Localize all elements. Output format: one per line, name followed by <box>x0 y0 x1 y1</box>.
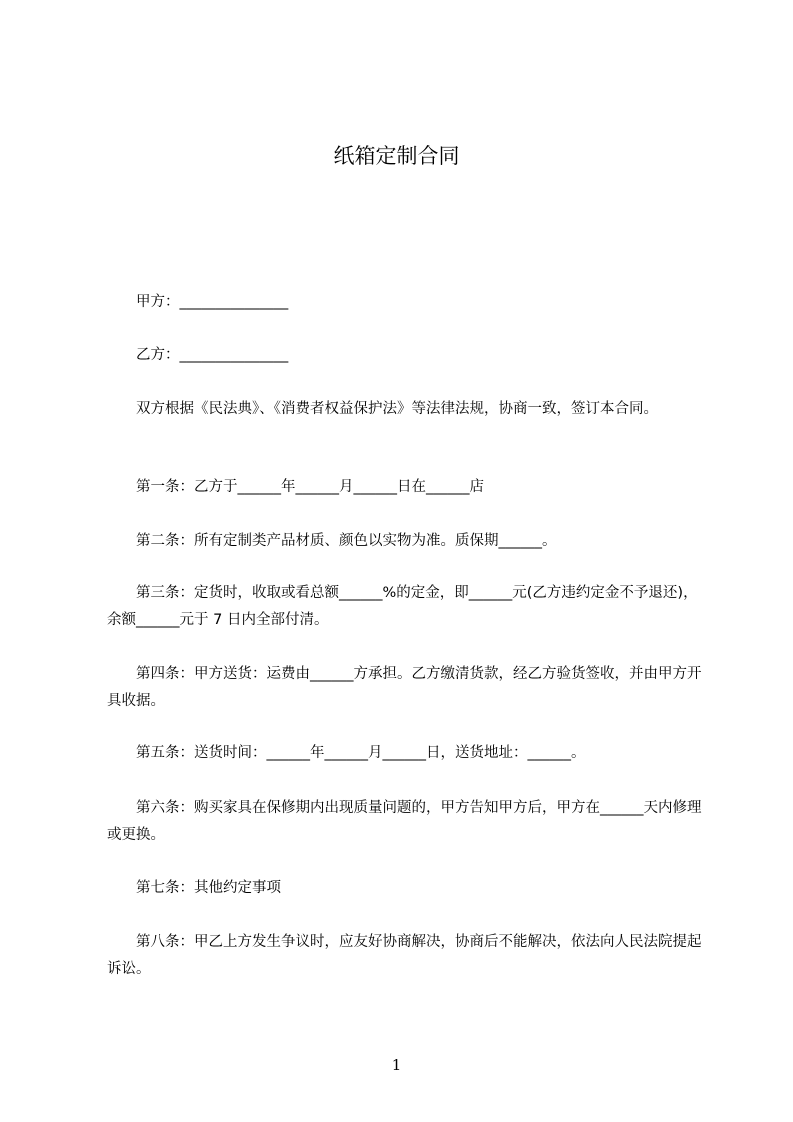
article-2: 第二条：所有定制类产品材质、颜色以实物为准。质保期______。 <box>136 533 557 549</box>
page-number: 1 <box>391 1056 402 1074</box>
document-title: 纸箱定制合同 <box>333 144 460 168</box>
article-3: 第三条：定货时，收取或看总额______%的定金，即______元(乙方违约定金不予退还)，余额______元于 7 日内全部付清。 <box>107 585 698 628</box>
intro-paragraph: 双方根据《民法典》、《消费者权益保护法》等法律法规，协商一致，签订本合同。 <box>136 401 658 417</box>
article-4: 第四条：甲方送货：运费由______方承担。乙方缴清货款，经乙方验货签收，并由甲方开具收据。 <box>107 666 702 709</box>
article-1: 第一条：乙方于______年______月______日在______店 <box>136 479 484 495</box>
party-a-line: 甲方：_______________ <box>136 294 289 310</box>
party-b-line: 乙方：_______________ <box>136 347 289 363</box>
article-8: 第八条：甲乙上方发生争议时，应友好协商解决，协商后不能解决，依法向人民法院提起诉讼。 <box>107 934 702 977</box>
article-6: 第六条：购买家具在保修期内出现质量问题的，甲方告知甲方后，甲方在______天内修理或更换。 <box>107 800 702 843</box>
article-7: 第七条：其他约定事项 <box>136 880 281 896</box>
article-5: 第五条：送货时间：______年______月______日，送货地址：______。 <box>136 745 586 761</box>
